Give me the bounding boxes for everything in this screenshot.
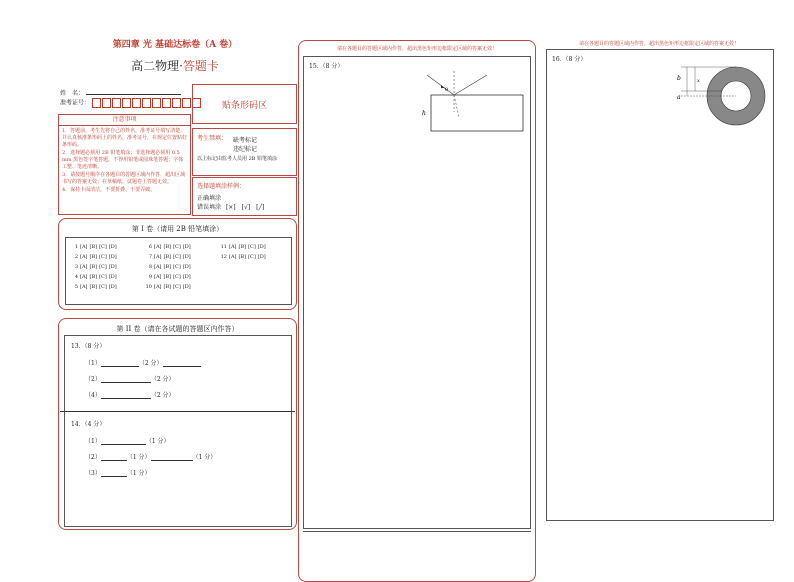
mc-number: 8 <box>148 264 152 270</box>
notes-title: 注意事项 <box>59 115 190 126</box>
mc-option[interactable]: [B] <box>89 274 98 280</box>
q16-a: a <box>677 94 681 101</box>
q13-answer-1[interactable] <box>101 359 139 367</box>
mc-option[interactable]: [D] <box>108 244 117 250</box>
notes-box <box>58 114 191 215</box>
name-label: 姓 名： <box>60 90 85 97</box>
q15-diagram <box>399 57 529 137</box>
mc-number: 7 <box>148 254 152 260</box>
mc-option[interactable]: [A] <box>80 274 88 280</box>
q13-label: 13．（8 分） <box>71 343 106 350</box>
mc-option[interactable]: [B] <box>238 244 247 250</box>
absent-mark[interactable]: 缺考标记 <box>233 137 258 144</box>
mc-option[interactable]: [C] <box>99 254 107 260</box>
candidate-box <box>192 128 297 176</box>
q14-answer-1[interactable] <box>101 437 146 445</box>
q14-line-1: （1） （1 分） <box>85 438 170 445</box>
mc-option[interactable]: [C] <box>173 244 181 250</box>
mc-question-7 <box>143 252 193 262</box>
mc-question-11 <box>218 242 268 252</box>
q15-box[interactable] <box>303 56 531 529</box>
mc-option[interactable]: [A] <box>154 264 162 270</box>
mc-option[interactable]: [B] <box>163 284 172 290</box>
part2-box <box>58 318 297 530</box>
part2-title: 第 II 卷（请在各试题的答题区内作答） <box>116 325 239 333</box>
part1-title: 第 I 卷（请用 2B 铅笔填涂） <box>131 225 224 233</box>
q13-answer-3[interactable] <box>101 391 151 399</box>
notes-item-4: 4．保持卡面清洁，不要折叠、不要弄破。 <box>62 187 156 193</box>
mc-option[interactable]: [B] <box>89 254 98 260</box>
mc-number: 12 <box>220 254 227 260</box>
subject-dot: · <box>179 59 183 73</box>
id-row <box>60 98 202 108</box>
q14-line-3: （3） （1 分） <box>85 470 151 477</box>
mc-number: 1 <box>74 244 78 250</box>
answer-card-label: 答题卡 <box>182 59 219 73</box>
mc-option[interactable]: [D] <box>108 284 117 290</box>
mc-option[interactable]: [A] <box>80 284 88 290</box>
barcode-area <box>192 84 297 124</box>
q16-diagram <box>673 62 773 132</box>
mc-option[interactable]: [A] <box>80 244 88 250</box>
q16-label: 16．（8 分） <box>552 56 587 63</box>
q16-box[interactable] <box>546 49 774 521</box>
mc-question-2 <box>69 252 119 262</box>
mc-option[interactable]: [A] <box>154 244 162 250</box>
fill-example-title: 选择题填涂样例： <box>197 183 246 190</box>
q13-line-1: （1） （2 分） <box>85 358 201 367</box>
q14-line-2: （2） （1 分） （1 分） <box>85 454 217 461</box>
id-boxes[interactable] <box>92 100 202 107</box>
mc-option[interactable]: [D] <box>182 264 191 270</box>
wrong-fill: 错误填涂 <box>197 204 222 211</box>
mc-option[interactable]: [B] <box>89 284 98 290</box>
part1-box <box>58 218 297 310</box>
mc-question-12 <box>218 252 268 262</box>
wrong-fill-marks: [×] [√] [╱] <box>225 204 265 211</box>
part1-grid <box>65 237 292 305</box>
mc-option[interactable]: [A] <box>229 254 237 260</box>
mc-question-3 <box>69 262 119 272</box>
right-warning: 请在各题目的答题区域内作答，超出黑色矩形边框限定区域的答案无效！ <box>578 41 739 47</box>
mc-option[interactable]: [C] <box>173 284 181 290</box>
mc-option[interactable]: [A] <box>80 264 88 270</box>
middle-warning: 请在各题目的答题区域内作答，超出黑色矩形边框限定区域的答案无效！ <box>336 46 497 52</box>
notes-item-1: 1．答题前，考生先将自己的姓名，准考证号填写清楚，并认真核准条形码上的姓名、准考证号，在规定位置贴好条形码。 <box>62 128 188 148</box>
mc-question-1 <box>69 242 119 252</box>
fill-example-box <box>192 177 297 216</box>
mc-option[interactable]: [B] <box>163 244 172 250</box>
q16-b: b <box>677 75 681 82</box>
exam-title: 第四章 光 基础达标卷（A 卷） <box>112 40 238 50</box>
mc-option[interactable]: [A] <box>80 254 88 260</box>
mc-question-10 <box>143 282 193 292</box>
q13-line-2: （2） （2 分） <box>85 376 175 383</box>
mc-option[interactable]: [A] <box>229 244 237 250</box>
mc-number: 5 <box>74 284 78 290</box>
q14-label: 14．（4 分） <box>71 421 106 428</box>
subject-name: 高二物理 <box>131 59 180 73</box>
mc-option[interactable]: [C] <box>248 244 256 250</box>
q14-answer-3[interactable] <box>101 469 127 477</box>
mc-option[interactable]: [B] <box>163 274 172 280</box>
mc-option[interactable]: [B] <box>163 254 172 260</box>
q14-answer-2b[interactable] <box>151 453 193 461</box>
mc-number: 9 <box>148 274 152 280</box>
mc-option[interactable]: [A] <box>154 254 162 260</box>
q13-line-3: （4） （2 分） <box>85 392 175 399</box>
violation-mark[interactable]: 违纪标记 <box>233 146 258 153</box>
q16-x: x <box>697 78 700 84</box>
subject-title <box>100 57 250 74</box>
mc-option[interactable]: [D] <box>182 284 191 290</box>
mc-option[interactable]: [D] <box>257 244 266 250</box>
mc-option[interactable]: [C] <box>173 254 181 260</box>
correct-fill: 正确填涂 <box>197 195 222 202</box>
q15-h: h <box>422 110 426 117</box>
barcode-label: 贴条形码区 <box>221 100 267 111</box>
mc-question-6 <box>143 242 193 252</box>
q13-answer-2[interactable] <box>101 375 151 383</box>
mc-option[interactable]: [C] <box>99 264 107 270</box>
mc-option[interactable]: [A] <box>154 274 162 280</box>
mc-option[interactable]: [D] <box>108 274 117 280</box>
mc-option[interactable]: [B] <box>89 264 98 270</box>
candidate-label: 考生禁填： <box>197 135 228 142</box>
mc-number: 10 <box>145 284 152 290</box>
mc-option[interactable]: [C] <box>99 274 107 280</box>
mc-option[interactable]: [D] <box>182 254 191 260</box>
mc-question-4 <box>69 272 119 282</box>
mc-option[interactable]: [D] <box>182 274 191 280</box>
mc-option[interactable]: [D] <box>108 264 117 270</box>
mc-option[interactable]: [D] <box>182 244 191 250</box>
q13-answer-1b[interactable] <box>163 359 201 367</box>
mc-question-5 <box>69 282 119 292</box>
mc-option[interactable]: [A] <box>154 284 162 290</box>
name-field[interactable] <box>86 88 181 95</box>
name-row <box>60 88 181 98</box>
mc-option[interactable]: [B] <box>163 264 172 270</box>
mc-option[interactable]: [C] <box>248 254 256 260</box>
mc-number: 11 <box>220 244 227 250</box>
q15-label: 15．（8 分） <box>309 63 344 70</box>
mc-option[interactable]: [D] <box>108 254 117 260</box>
notes-item-3: 3．请按题号顺序在各题目的答题区域内作答，超出区域书写的答案无效；在草稿纸、试题卷上答题无效。 <box>62 172 186 185</box>
mc-option[interactable]: [C] <box>173 274 181 280</box>
mc-number: 2 <box>74 254 78 260</box>
notes-item-2: 2．选择题必须用 2B 铅笔填涂；非选择题必须用 0.5 mm 黑色签字笔答题，不得用铅笔或圆珠笔答题；字体工整、笔迹清晰。 <box>62 150 184 170</box>
mc-question-9 <box>143 272 193 282</box>
mc-option[interactable]: [D] <box>257 254 266 260</box>
mc-question-8 <box>143 262 193 272</box>
candidate-note: 以上标记由监考人员用 2B 铅笔填涂 <box>197 156 278 162</box>
mc-option[interactable]: [C] <box>173 264 181 270</box>
mc-option[interactable]: [B] <box>238 254 247 260</box>
mc-number: 3 <box>74 264 78 270</box>
mc-number: 6 <box>148 244 152 250</box>
id-label: 准考证号： <box>60 99 91 107</box>
q14-answer-2[interactable] <box>101 453 127 461</box>
q15-theta: θ <box>445 87 449 93</box>
mc-option[interactable]: [C] <box>99 284 107 290</box>
mc-number: 4 <box>74 274 78 280</box>
mc-option[interactable]: [B] <box>89 244 98 250</box>
middle-panel <box>298 40 536 582</box>
mc-option[interactable]: [C] <box>99 244 107 250</box>
